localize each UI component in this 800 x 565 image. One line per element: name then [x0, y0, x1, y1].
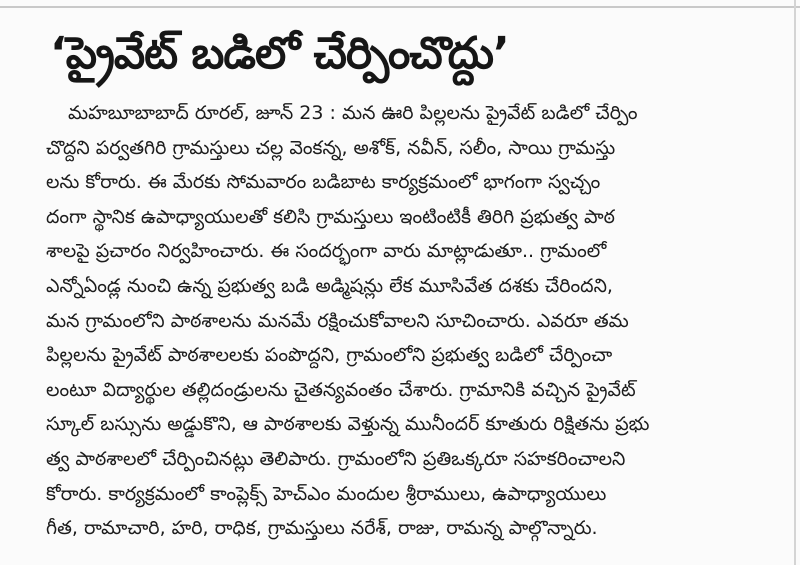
article-line-7: మన గ్రామంలోని పాఠశాలను మనమే రక్షించుకోవాలని సూచించారు. ఎవరూ తమ — [46, 309, 629, 332]
article-dateline: మహబూబాబాద్ రూరల్, జూన్ 23 : — [68, 102, 336, 124]
top-border-rule — [0, 6, 800, 8]
right-border-rule — [794, 0, 796, 565]
article-line-2: చొద్దని పర్వతగిరి గ్రామస్తులు చల్ల వెంకన్న, అశోక్, నవీన్, సలీం, సాయి గ్రామస్తు — [46, 136, 616, 159]
article-body — [46, 96, 770, 546]
article-line-13: గీత, రామాచారి, హరి, రాధిక, గ్రామస్తులు నరేశ్, రాజు, రామన్న పాల్గొన్నారు. — [46, 517, 598, 540]
article-line-12: కోరారు. కార్యక్రమంలో కాంప్లెక్స్ హెచ్ఎం మందుల శ్రీరాములు, ఉపాధ్యాయులు — [46, 482, 607, 505]
article-line-8: పిల్లలను ప్రైవేట్ పాఠశాలలకు పంపొద్దని, గ్రామంలోని ప్రభుత్వ బడిలో చేర్పించా — [46, 344, 613, 367]
article-line-1 — [46, 96, 770, 131]
article-line-11: త్వ పాఠశాలలో చేర్పించినట్లు తెలిపారు. గ్రామంలోని ప్రతిఒక్కరూ సహకరించాలని — [46, 447, 626, 470]
article-line-3: లను కోరారు. ఈ మేరకు సోమవారం బడిబాట కార్యక్రమంలో భాగంగా స్వచ్చం — [46, 171, 601, 194]
article-headline: ‘ప్రైవేట్ బడిలో చేర్పించొద్దు’ — [50, 28, 509, 79]
article-line-9: లంటూ విద్యార్థుల తల్లిదండ్రులను చైతన్యవంతం చేశారు. గ్రామానికి వచ్చిన ప్రైవేట్ — [46, 378, 636, 401]
article-line-5: శాలపై ప్రచారం నిర్వహించారు. ఈ సందర్భంగా వారు మాట్లాడుతూ.. గ్రామంలో — [46, 240, 607, 263]
article-line-6: ఎన్నోఏండ్ల నుంచి ఉన్న ప్రభుత్వ బడి అడ్మిషన్లు లేక మూసివేత దశకు చేరిందని, — [46, 274, 613, 297]
article-line-10: స్కూల్ బస్సును అడ్డుకొని, ఆ పాఠశాలకు వెళ్తున్న మునీందర్ కూతురు రిక్షితను ప్రభు — [46, 413, 650, 436]
article-line-4: దంగా స్థానిక ఉపాధ్యాయులతో కలిసి గ్రామస్తులు ఇంటింటికీ తిరిగి ప్రభుత్వ పాఠ — [46, 205, 615, 228]
article-line-1-text: మన ఊరి పిల్లలను ప్రైవేట్ బడిలో చేర్పిం — [341, 102, 638, 124]
